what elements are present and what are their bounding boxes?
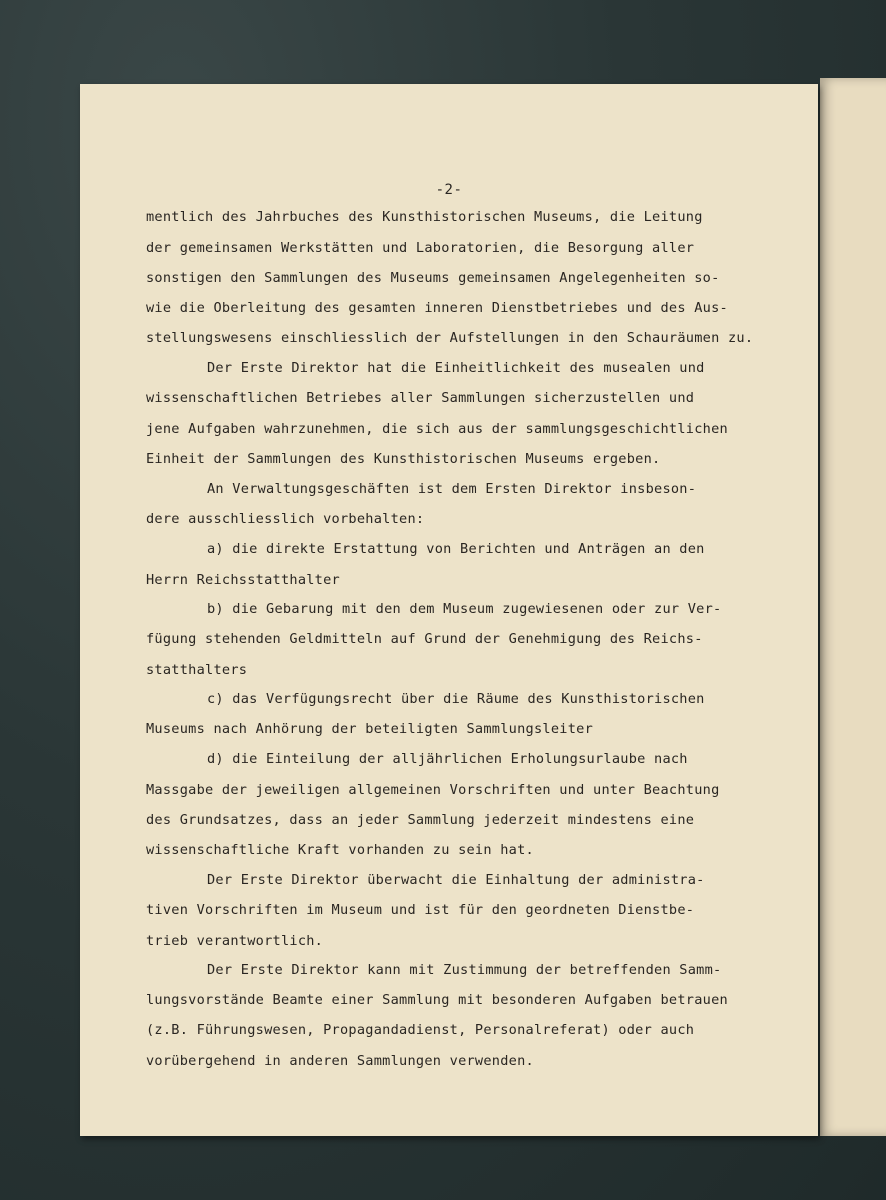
text-line: des Grundsatzes, dass an jeder Sammlung jederzeit mindestens eine: [146, 812, 695, 828]
text-line: Der Erste Direktor überwacht die Einhaltung der administra-: [207, 872, 705, 888]
text-line: lungsvorstände Beamte einer Sammlung mit besonderen Aufgaben betrauen: [146, 992, 728, 1008]
text-line: stellungswesens einschliesslich der Aufstellungen in den Schauräumen zu.: [146, 330, 754, 346]
text-line: wissenschaftlichen Betriebes aller Sammlungen sicherzustellen und: [146, 390, 695, 406]
text-line: Museums nach Anhörung der beteiligten Sammlungsleiter: [146, 721, 594, 737]
text-line: Einheit der Sammlungen des Kunsthistorischen Museums ergeben.: [146, 451, 661, 467]
text-line: Massgabe der jeweiligen allgemeinen Vorschriften und unter Beachtung: [146, 782, 720, 798]
text-line: wie die Oberleitung des gesamten inneren Dienstbetriebes und des Aus-: [146, 300, 728, 316]
adjacent-page-edge: [820, 78, 886, 1136]
text-line: jene Aufgaben wahrzunehmen, die sich aus der sammlungsgeschichtlichen: [146, 421, 728, 437]
text-line: mentlich des Jahrbuches des Kunsthistorischen Museums, die Leitung: [146, 209, 703, 225]
text-line: wissenschaftliche Kraft vorhanden zu sein hat.: [146, 842, 534, 858]
text-line: Herrn Reichsstatthalter: [146, 572, 340, 588]
text-line: An Verwaltungsgeschäften ist dem Ersten Direktor insbeson-: [207, 481, 697, 497]
list-item-c: c) das Verfügungsrecht über die Räume des Kunsthistorischen: [207, 691, 705, 707]
text-line: statthalters: [146, 662, 248, 678]
text-line: trieb verantwortlich.: [146, 933, 324, 949]
page-number: -2-: [435, 182, 463, 198]
text-line: Der Erste Direktor kann mit Zustimmung der betreffenden Samm-: [207, 962, 722, 978]
text-line: fügung stehenden Geldmitteln auf Grund der Genehmigung des Reichs-: [146, 631, 703, 647]
list-item-b: b) die Gebarung mit den dem Museum zugewiesenen oder zur Ver-: [207, 601, 722, 617]
list-item-d: d) die Einteilung der alljährlichen Erholungsurlaube nach: [207, 751, 688, 767]
text-line: tiven Vorschriften im Museum und ist für den geordneten Dienstbe-: [146, 902, 695, 918]
text-line: vorübergehend in anderen Sammlungen verwenden.: [146, 1053, 534, 1069]
document-page: [80, 84, 818, 1136]
text-line: sonstigen den Sammlungen des Museums gemeinsamen Angelegenheiten so-: [146, 270, 720, 286]
text-line: dere ausschliesslich vorbehalten:: [146, 511, 425, 527]
list-item-a: a) die direkte Erstattung von Berichten und Anträgen an den: [207, 541, 705, 557]
text-line: der gemeinsamen Werkstätten und Laboratorien, die Besorgung aller: [146, 240, 695, 256]
text-line: Der Erste Direktor hat die Einheitlichkeit des musealen und: [207, 360, 705, 376]
text-line: (z.B. Führungswesen, Propagandadienst, Personalreferat) oder auch: [146, 1022, 695, 1038]
